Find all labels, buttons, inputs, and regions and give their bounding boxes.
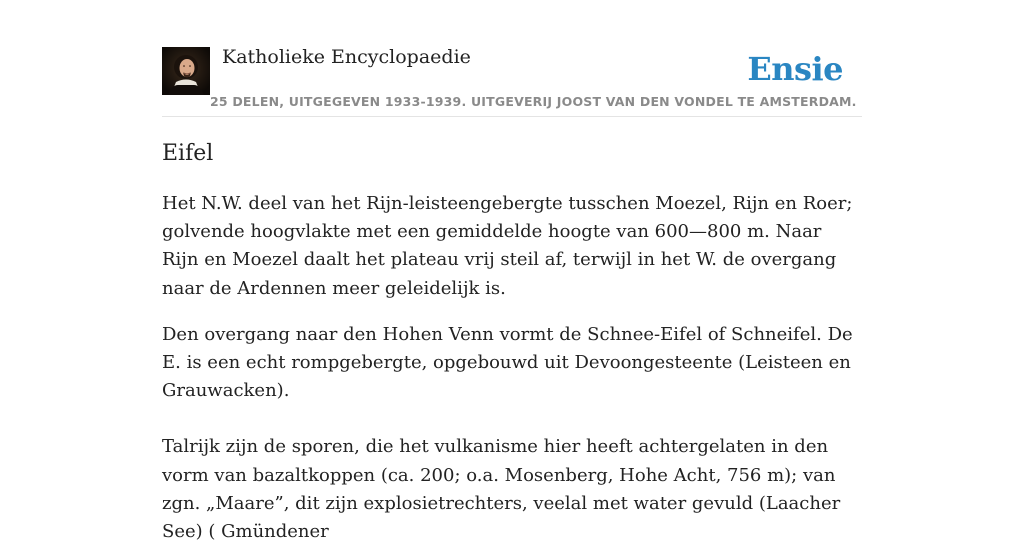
- site-header: [162, 40, 862, 117]
- portrait-avatar-icon[interactable]: [162, 47, 210, 95]
- article-paragraph: Talrijk zijn de sporen, die het vulkanisme hier heeft achtergelaten in den vorm van bazaltkoppen (ca. 200; o.a. Mosenberg, Hohe Acht, 756 m); van zgn. „Maare”, dit zijn explosietrechters, veelal met water gevuld (Laacher See) ( Gmündener: [162, 436, 841, 543]
- encyclopedia-name[interactable]: Katholieke Encyclopaedie: [222, 46, 471, 68]
- encyclopedia-subtitle: 25 DELEN, UITGEGEVEN 1933-1939. UITGEVERIJ JOOST VAN DEN VONDEL TE AMSTERDAM.: [210, 94, 857, 109]
- article-paragraph: Den overgang naar den Hohen Venn vormt de Schnee-Eifel of Schneifel. De E. is een echt rompgebergte, opgebouwd uit Devoongesteente (Leisteen en Grauwacken).: [162, 323, 853, 402]
- article-title: Eifel: [162, 141, 214, 166]
- ensie-logo-link[interactable]: Ensie: [747, 50, 843, 88]
- article: [162, 138, 862, 546]
- article-paragraph: Het N.W. deel van het Rijn-leisteengebergte tusschen Moezel, Rijn en Roer; golvende hoogvlakte met een gemiddelde hoogte van 600—800 m. Naar Rijn en Moezel daalt het plateau vrij steil af, terwijl in het W. de overgang naar de Ardennen meer geleidelijk is.: [162, 193, 853, 299]
